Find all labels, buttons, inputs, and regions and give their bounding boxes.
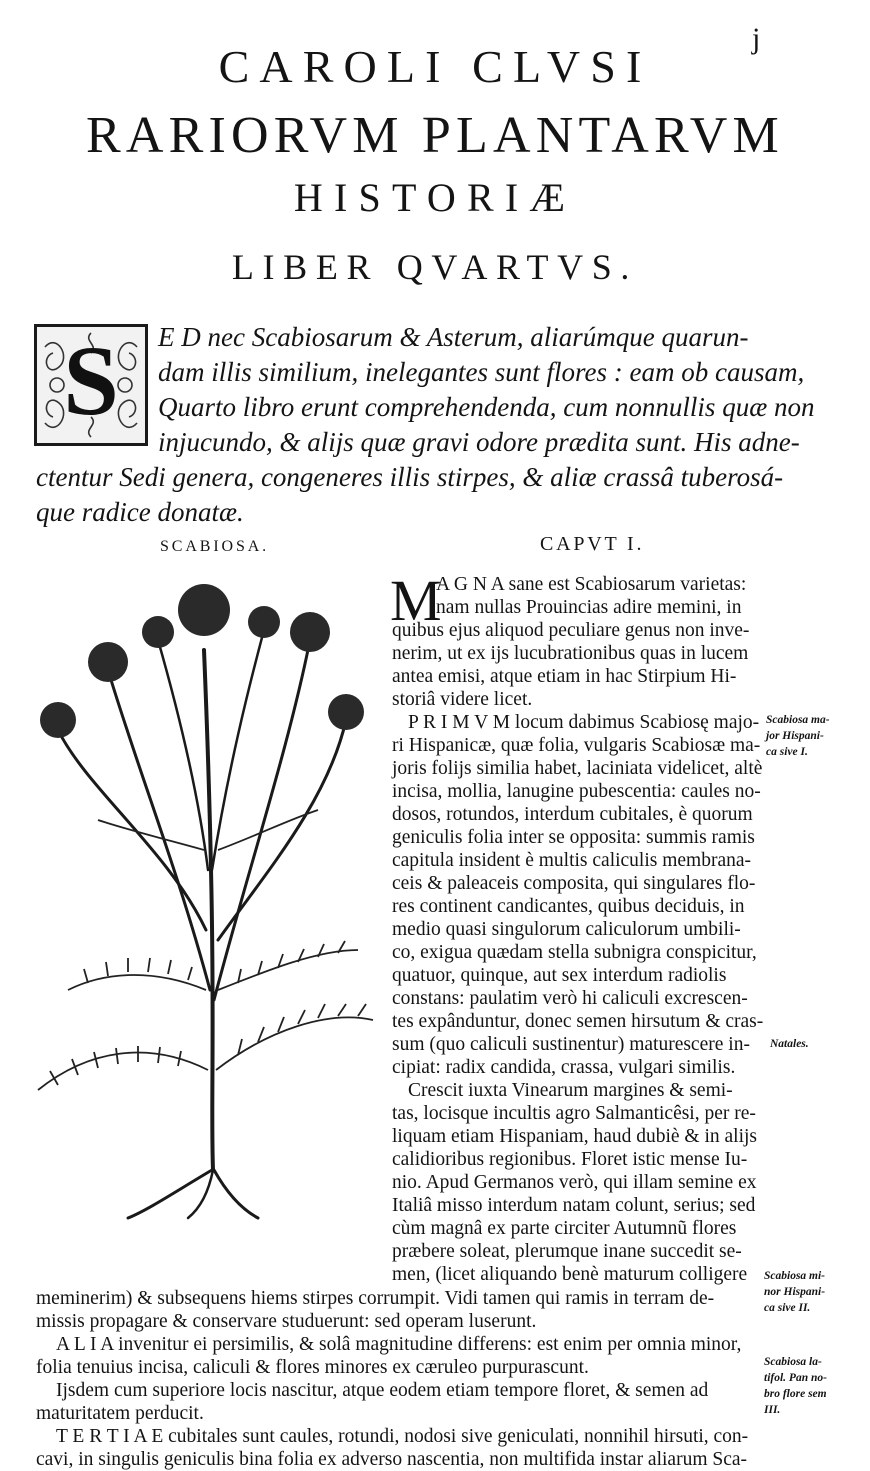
chapter-title: CAPVT I. bbox=[540, 533, 645, 555]
chapter-line: geniculis folia inter se opposita: summis ramis bbox=[392, 827, 755, 848]
chapter-line: men, (licet aliquando benè maturum colligere bbox=[392, 1264, 748, 1285]
chapter-line: sum (quo caliculi sustinentur) maturescere in- bbox=[392, 1034, 750, 1055]
margin-note-natales: Natales. bbox=[770, 1038, 809, 1050]
intro-line: E D nec Scabiosarum & Asterum, aliarúmque quarun- bbox=[158, 322, 749, 352]
folio-number: j bbox=[752, 22, 761, 55]
chapter-line: quatuor, quinque, aut sex interdum radiolis bbox=[392, 965, 727, 986]
figure-caption: SCABIOSA. bbox=[160, 538, 270, 555]
intro-line: dam illis similium, inelegantes sunt flores : eam ob causam, bbox=[158, 357, 805, 387]
chapter-full-line: maturitatem perducit. bbox=[36, 1403, 204, 1424]
chapter-line: Crescit iuxta Vinearum margines & semi- bbox=[408, 1080, 733, 1101]
margin-note-scabiosa-latifolia: Scabiosa la- tifol. Pan no- bro flore sem III. bbox=[764, 1356, 827, 1416]
chapter-line: ri Hispanicæ, quæ folia, vulgaris Scabiosæ ma- bbox=[392, 735, 761, 756]
intro-line: Quarto libro erunt comprehendenda, cum nonnullis quæ non bbox=[158, 392, 815, 422]
margin-note-scabiosa-minor: Scabiosa mi- nor Hispani- ca sive II. bbox=[764, 1270, 826, 1314]
book-number-heading: LIBER QVARTVS. bbox=[231, 247, 639, 287]
chapter-line: nio. Apud Germanos verò, qui illam semine ex bbox=[392, 1172, 757, 1193]
intro-line: que radice donatæ. bbox=[36, 497, 244, 527]
chapter-full-line: meminerim) & subsequens hiems stirpes corrumpit. Vidi tamen qui ramis in terram de- bbox=[36, 1288, 715, 1309]
work-title: RARIORVM PLANTARVM bbox=[86, 107, 784, 164]
chapter-line: dosos, rotundos, interdum cubitales, è quorum bbox=[392, 804, 753, 825]
chapter-line: constans: paulatim verò hi caliculi excrescen- bbox=[392, 988, 748, 1009]
chapter-line: Italiâ misso interdum natam colunt, serius; sed bbox=[392, 1195, 756, 1216]
chapter-line: liquam etiam Hispaniam, haud dubiè & in alijs bbox=[392, 1126, 758, 1147]
chapter-line: storiâ videre licet. bbox=[392, 689, 533, 710]
chapter-line: quibus ejus aliquod peculiare genus non inve- bbox=[392, 620, 750, 641]
chapter-full-line: folia tenuius incisa, caliculi & flores minores ex cæruleo purpurascunt. bbox=[36, 1357, 589, 1378]
chapter-full-line: A L I A invenitur ei persimilis, & solâ magnitudine differens: est enim per omnia minor, bbox=[56, 1334, 742, 1355]
chapter-line: nam nullas Prouincias adire memini, in bbox=[436, 597, 742, 618]
chapter-line: medio quasi singulorum caliculorum umbili- bbox=[392, 919, 741, 940]
intro-line: injucundo, & alijs quæ gravi odore prædita sunt. His adne- bbox=[158, 427, 800, 457]
chapter-line: cipiat: radix candida, crassa, vulgari similis. bbox=[392, 1057, 736, 1078]
scabiosa-woodcut-illustration bbox=[28, 570, 378, 1220]
chapter-line: ceis & paleaceis composita, qui singulares flo- bbox=[392, 873, 756, 894]
chapter-full-line: cavi, in singulis geniculis bina folia ex adverso nascentia, non multifida instar aliarum Sca- bbox=[36, 1449, 748, 1470]
chapter-dropcap: M bbox=[390, 568, 442, 633]
chapter-line: nerim, ut ex ijs lucubrationibus quas in lucem bbox=[392, 643, 749, 664]
initial-letter: S bbox=[63, 325, 119, 436]
chapter-line: res continent candicantes, quibus deciduis, in bbox=[392, 896, 745, 917]
chapter-full-line: T E R T I A E cubitales sunt caules, rotundi, nodosi sive geniculati, nonnihil hirsuti, con- bbox=[56, 1426, 749, 1447]
chapter-line: præbere soleat, plerumque inane succedit se- bbox=[392, 1241, 742, 1262]
chapter-full-line: missis propagare & conservare studuerunt: sed operam luserunt. bbox=[36, 1311, 537, 1332]
chapter-line: incisa, mollia, lanugine pubescentia: caules no- bbox=[392, 781, 761, 802]
historiae-heading: HISTORIÆ bbox=[293, 175, 577, 220]
chapter-line: tes expânduntur, donec semen hirsutum & cras- bbox=[392, 1011, 764, 1032]
chapter-line: co, exigua quædam stella subnigra conspicitur, bbox=[392, 942, 757, 963]
decorated-initial bbox=[34, 324, 148, 446]
chapter-line: tas, locisque incultis agro Salmanticêsi, per re- bbox=[392, 1103, 756, 1124]
intro-line: ctentur Sedi genera, congeneres illis stirpes, & aliæ crassâ tuberosá- bbox=[36, 462, 784, 492]
chapter-line: P R I M V M locum dabimus Scabiosę majo- bbox=[408, 712, 760, 733]
chapter-line: antea emisi, atque etiam in hac Stirpium Hi- bbox=[392, 666, 737, 687]
chapter-line: joris folijs similia habet, laciniata videlicet, altè bbox=[392, 758, 763, 779]
chapter-line: A G N A sane est Scabiosarum varietas: bbox=[436, 574, 747, 595]
chapter-line: capitula insident è multis caliculis membrana- bbox=[392, 850, 752, 871]
margin-note-scabiosa-major: Scabiosa ma- jor Hispani- ca sive I. bbox=[766, 714, 830, 758]
chapter-full-line: Ijsdem cum superiore locis nascitur, atque eodem etiam tempore floret, & semen ad bbox=[56, 1380, 709, 1401]
chapter-line: cùm magnâ ex parte circiter Autumnũ flores bbox=[392, 1218, 737, 1239]
author-heading: CAROLI CLVSI bbox=[218, 41, 652, 92]
chapter-line: calidioribus regionibus. Floret istic mense Iu- bbox=[392, 1149, 748, 1170]
